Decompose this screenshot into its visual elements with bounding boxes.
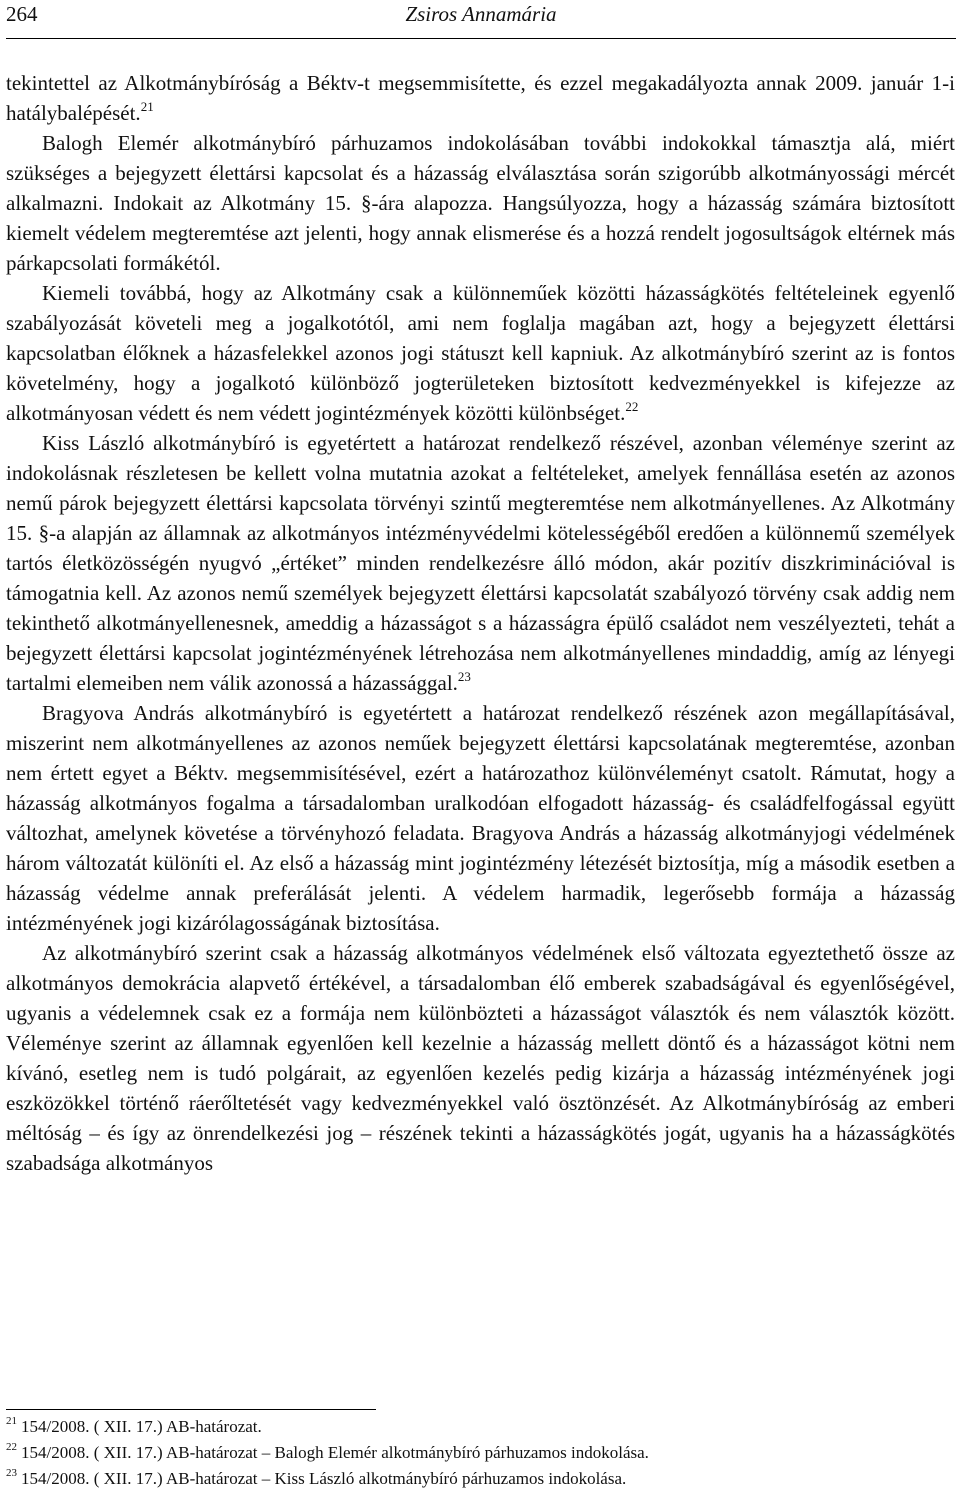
footnote-separator (6, 1409, 376, 1410)
footnote-number: 22 (6, 1441, 17, 1453)
footnote-number: 23 (6, 1467, 17, 1479)
paragraph: Balogh Elemér alkotmánybíró párhuzamos indokolásában további indokokkal támasztja alá, miért szükséges a bejegyzett élettársi kapcsolat és a házasság elválasztása során szigorúbb alkotmányossági mércét alkalmazni. Indokait az Alkotmány 15. §-ára alapozza. Hangsúlyozza, hogy a házasság számára biztosított kiemelt védelem megteremtése azt jelenti, hogy annak elismerése és a hozzá rendelt jogosultságok eltérnek más párkapcsolati formákétól. (6, 131, 955, 275)
footnotes (6, 1414, 955, 1492)
page-number: 264 (6, 2, 38, 26)
running-author: Zsiros Annamária (405, 2, 557, 26)
paragraph: Kiss László alkotmánybíró is egyetértett a határozat rendelkező részével, azonban véleménye szerint az indokolásnak részletesen be kellett volna mutatnia azokat a feltételeket, amelyek fennállása esetén az azonos nemű párok bejegyzett élettársi kapcsolata törvényi szintű megteremtése nem alkotmányellenes. Az Alkotmány 15. §-a alapján az államnak az alkotmányos intézményvédelmi kötelességéből eredően a különnemű személyek tartós életközösségén nyugvó „értéket” minden rendelkezésre álló módon, akár pozitív diszkriminációval is támogatnia kell. Az azonos nemű személyek bejegyzett élettársi kapcsolatát szabályozó törvény csak addig nem tekinthető alkotmányellenesnek, ameddig a házasságot s a házasságra épülő családot nem veszélyezteti, tehát a bejegyzett élettársi kapcsolat jogintézményének létrehozása nem alkotmányellenes mindaddig, amíg az lényegi tartalmi elemeiben nem válik azonossá a házassággal.$^{23}$ (6, 431, 955, 695)
footnote: $^{21}$ 154/2008. ( XII. 17.) AB-határozat. (6, 1415, 262, 1436)
footnote: $^{22}$ 154/2008. ( XII. 17.) AB-határozat – Balogh Elemér alkotmánybíró párhuzamos indokolása. (6, 1441, 649, 1462)
footnote-ref: 22 (625, 399, 639, 414)
paragraph: Kiemeli továbbá, hogy az Alkotmány csak a különneműek közötti házasságkötés feltételeinek egyenlő szabályozását követeli meg a jogalkotótól, ami nem foglalja magában azt, hogy a bejegyzett élettársi kapcsolatban élőknek a házasfelekkel azonos jogi státuszt kell kapniuk. Az alkotmánybíró szerint az is fontos követelmény, hogy a jogalkotó különböző jogterületeken biztosított kedvezményekkel is kifejezze az alkotmányosan védett és nem védett jogintézmények közötti különbséget.$^{22}$ (6, 281, 955, 425)
footnote-number: 21 (6, 1415, 17, 1427)
footnote-ref: 23 (457, 669, 471, 684)
paragraph-continued: tekintettel az Alkotmánybíróság a Béktv-t megsemmisítette, és ezzel megakadályozta annak 2009. január 1-i hatálybalépését.$^{21}$ (6, 71, 955, 125)
paragraph: Az alkotmánybíró szerint csak a házasság alkotmányos védelmének első változata egyeztethető össze az alkotmányos demokrácia alapvető értékével, a társadalomban élő emberek szabadságával és egyenlőségével, ugyanis a védelemnek csak ez a formája nem különbözteti a házasságot választók és nem választók között. Véleménye szerint az államnak egyenlően kell kezelnie a házasság mellett döntő és a házasságot kötni nem kívánó, esetleg nem is tudó polgárait, az egyenlően kezelés pedig kizárja a házasság intézményének jogi eszközökkel történő ráerőltetését vagy kedvezményekkel való ösztönzését. Az Alkotmánybíróság az emberi méltóság – és így az önrendelkezési jog – részének tekinti a házasságkötés jogát, ugyanis ha a házasságkötés szabadsága alkotmányos (6, 941, 955, 1175)
footnote: $^{23}$ 154/2008. ( XII. 17.) AB-határozat – Kiss László alkotmánybíró párhuzamos indokolása. (6, 1467, 627, 1488)
footnote-ref: 21 (140, 99, 154, 114)
body-text (6, 68, 955, 1178)
running-header (6, 0, 956, 39)
paragraph: Bragyova András alkotmánybíró is egyetértett a határozat rendelkező részének azon megállapításával, miszerint nem alkotmányellenes az azonos neműek bejegyzett élettársi kapcsolatának megteremtése, azonban nem értett egyet a Béktv. megsemmisítésével, ezért a határozathoz különvéleményt csatolt. Rámutat, hogy a házasság alkotmányos fogalma a társadalomban uralkodóan elfogadott házasság- és családfelfogással együtt változhat, amelynek követése a törvényhozó feladata. Bragyova András a házasság alkotmányjogi védelmének három változatát különíti el. Az első a házasság mint jogintézmény létezését biztosítja, míg a második esetben a házasság védelme annak preferálását jelenti. A védelem harmadik, legerősebb formája a házasság intézményének jogi kizárólagosságának biztosítása. (6, 701, 955, 935)
